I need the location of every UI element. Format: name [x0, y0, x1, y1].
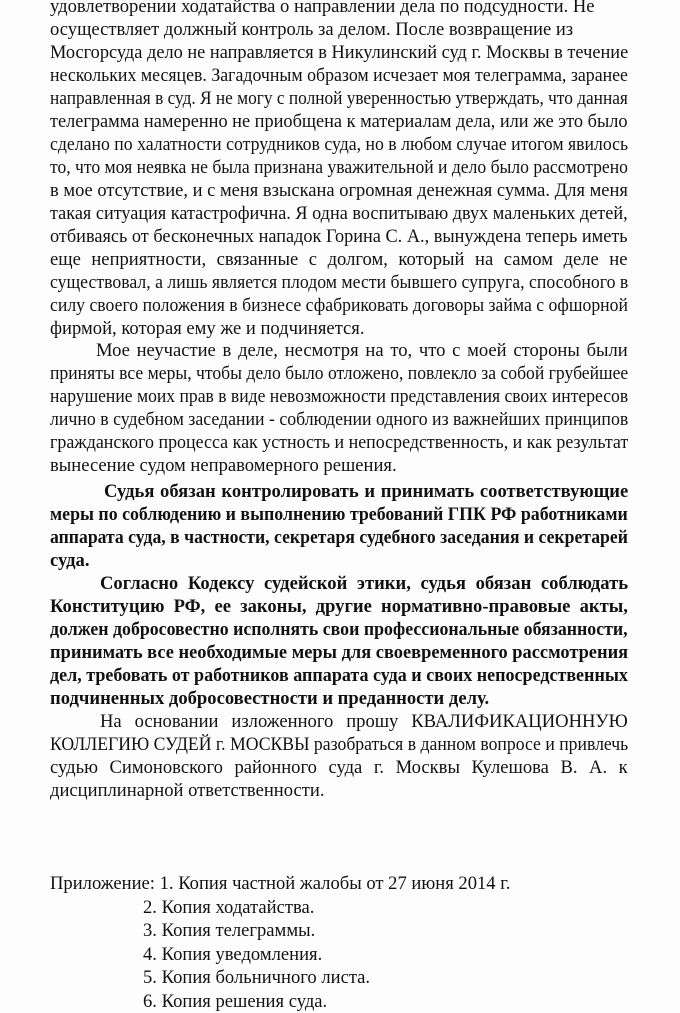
- appendix-head: Приложение: 1. Копия частной жалобы от 27 июня 2014 г.: [50, 872, 610, 896]
- text-line: Судья обязан контролировать и принимать соответствующие: [50, 480, 628, 503]
- text-line: отбиваясь от бесконечных нападок Горина С. А., вынуждена теперь иметь: [50, 225, 618, 248]
- text-line: Конституцию РФ, ее законы, другие нормативно-правовые акты,: [50, 595, 628, 618]
- line-text: осуществляет должный контроль за делом. После возвращение из: [50, 18, 573, 41]
- text-line: такая ситуация катастрофична. Я одна воспитываю двух маленьких детей,: [50, 202, 616, 225]
- appendix-item: 3. Копия телеграммы.: [50, 919, 610, 943]
- text-line: то, что моя неявка не была признана уважительной и дело было рассмотрено: [50, 156, 597, 179]
- text-line: направленная в суд. Я не могу с полной уверенностью утверждать, что данная: [50, 87, 588, 110]
- text-line: суда.: [50, 549, 628, 572]
- appendix-list: [50, 872, 610, 1013]
- paragraph-2: [50, 339, 628, 477]
- text-line: Мосгорсуда дело не направляется в Никулинский суд г. Москвы в течение: [50, 41, 620, 64]
- paragraph-1: [50, 0, 628, 340]
- text-line: меры по соблюдению и выполнению требований ГПК РФ работниками: [50, 503, 605, 526]
- text-line: силу своего положения в бизнесе сфабриковать договоры займа с офшорной: [50, 294, 600, 317]
- text-line: фирмой, которая ему же и подчиняется.: [50, 317, 628, 340]
- text-line: дел, требовать от работников аппарата суда и своих непосредственных: [50, 664, 611, 687]
- text-line: [50, 0, 628, 18]
- text-line: еще неприятности, связанные с долгом, который на самом деле не: [50, 248, 628, 271]
- paragraph-3: [50, 480, 628, 572]
- text-line: вынесение судом неправомерного решения.: [50, 454, 628, 477]
- text-line: принимать все необходимые меры для своевременного рассмотрения: [50, 641, 622, 664]
- text-line: [50, 18, 628, 41]
- text-line: аппарата суда, в частности, секретаря судебного заседания и секретарей: [50, 526, 600, 549]
- text-line: существовал, а лишь является плодом мести бывшего супруга, способного в: [50, 271, 601, 294]
- text-line: На основании изложенного прошу КВАЛИФИКАЦИОННУЮ: [50, 710, 628, 733]
- text-line: нескольких месяцев. Загадочным образом исчезает моя телеграмма, заранее: [50, 64, 604, 87]
- appendix-item: 2. Копия ходатайства.: [50, 896, 610, 920]
- text-line: гражданского процесса как устность и непосредственность, и как результат: [50, 431, 608, 454]
- paragraph-4: [50, 572, 628, 710]
- text-line: судью Симоновского районного суда г. Москвы Кулешова В. А. к: [50, 756, 628, 779]
- text-line: должен добросовестно исполнять свои профессиональные обязанности,: [50, 618, 604, 641]
- text-line: Согласно Кодексу судейской этики, судья обязан соблюдать: [50, 572, 628, 595]
- line-text: удовлетворении ходатайства о направлении дела по подсудности. Не: [50, 0, 595, 18]
- paragraph-5: [50, 710, 628, 802]
- text-line: КОЛЛЕГИЮ СУДЕЙ г. МОСКВЫ разобраться в данном вопросе и привлечь: [50, 733, 600, 756]
- text-line: Мое неучастие в деле, несмотря на то, что с моей стороны были: [50, 339, 628, 362]
- appendix-item: 5. Копия больничного листа.: [50, 966, 610, 990]
- text-line: сделано по халатности сотрудников суда, но в любом случае итогом явилось: [50, 133, 601, 156]
- text-line: в мое отсутствие, и с меня взыскана огромная денежная сумма. Для меня: [50, 179, 625, 202]
- text-line: телеграмма намеренно не приобщена к материалам дела, или же это было: [50, 110, 619, 133]
- text-line: дисциплинарной ответственности.: [50, 779, 628, 802]
- appendix-item: 6. Копия решения суда.: [50, 990, 610, 1013]
- text-line: приняты все меры, чтобы дело было отложено, повлекло за собой грубейшее: [50, 362, 598, 385]
- text-line: подчиненных добросовестности и преданности делу.: [50, 687, 628, 710]
- text-line: нарушение моих прав в виде невозможности представления своих интересов: [50, 385, 597, 408]
- text-line: лично в судебном заседании - соблюдении одного из важнейших принципов: [50, 408, 603, 431]
- appendix-item: 4. Копия уведомления.: [50, 943, 610, 967]
